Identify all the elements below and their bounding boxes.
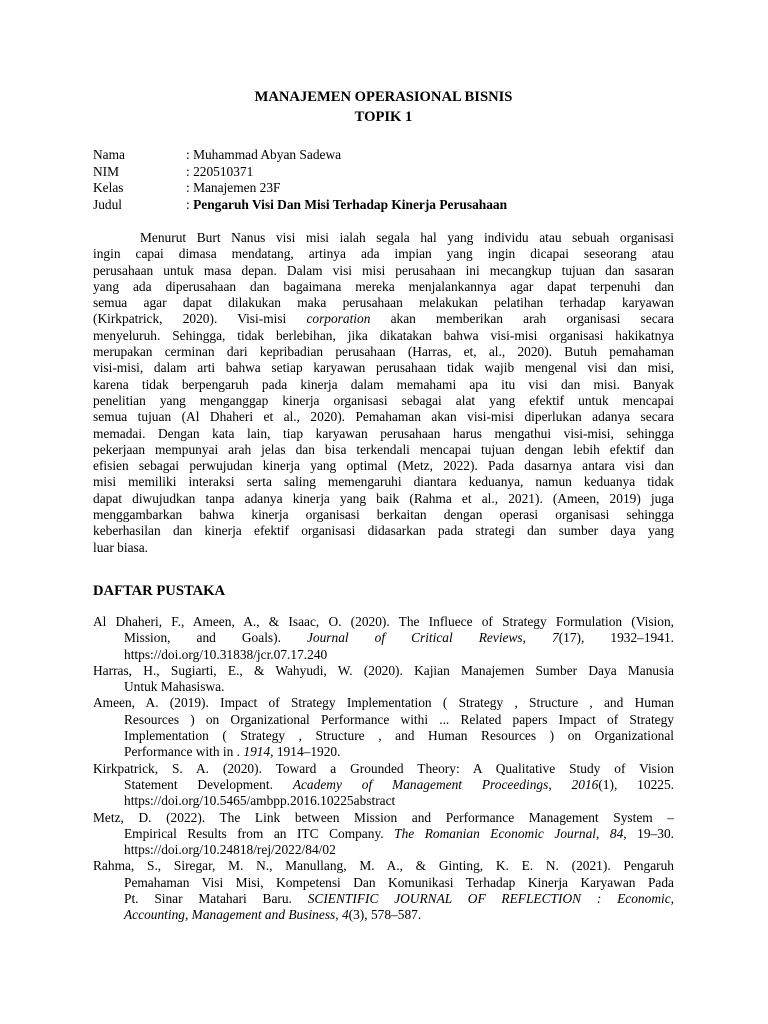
paragraph-line: (Kirkpatrick, 2020). Visi-misi corporation akan memberikan arah organisasi secara bbox=[93, 311, 675, 327]
reference-line: Untuk Mahasiswa. bbox=[124, 679, 225, 695]
paragraph-line: karena tidak berpengaruh pada kinerja dalam memahami apa itu visi dan misi. Banyak bbox=[93, 376, 674, 392]
paragraph-line: misi memiliki interaksi serta saling memengaruhi diantara keduanya, namun keduanya tidak bbox=[93, 474, 674, 490]
reference-line: Statement Development. Academy of Management Proceedings, 2016(1), 10225. bbox=[124, 776, 674, 792]
italic-text: SCIENTIFIC JOURNAL OF REFLECTION : Economic, bbox=[307, 891, 674, 907]
reference-line: Kirkpatrick, S. A. (2020). Toward a Grounded Theory: A Qualitative Study of Vision bbox=[93, 760, 674, 776]
document-title: MANAJEMEN OPERASIONAL BISNIS bbox=[254, 89, 513, 105]
italic-text: corporation bbox=[306, 311, 371, 327]
italic-text: Academy of Management Proceedings bbox=[292, 776, 549, 792]
reference-line: Al Dhaheri, F., Ameen, A., & Isaac, O. (2020). The Influece of Strategy Formulation (Vision, bbox=[93, 614, 674, 629]
info-colon: : bbox=[186, 196, 194, 212]
paragraph-line: merupakan cerminan dari kepribadian perusahaan (Harras, et, al., 2020). Butuh pemahaman bbox=[93, 344, 674, 360]
paragraph-line: keberhasilan dan kinerja efektif organisasi didasarkan pada strategi dan sumber daya yang bbox=[93, 523, 674, 539]
document-subtitle: TOPIK 1 bbox=[354, 109, 413, 125]
italic-text: 7 bbox=[552, 630, 559, 646]
paragraph-line: dapat diwujudkan tanpa adanya kinerja yang baik (Rahma et al., 2021). (Ameen, 2019) juga bbox=[93, 490, 674, 506]
reference-entry bbox=[93, 614, 674, 663]
italic-text: 1914 bbox=[243, 744, 271, 760]
reference-line: Pt. Sinar Matahari Baru. SCIENTIFIC JOURNAL OF REFLECTION : Economic, bbox=[124, 891, 674, 907]
reference-line: Rahma, S., Siregar, M. N., Manullang, M. A., & Ginting, K. E. N. (2021). Pengaruh bbox=[93, 858, 674, 874]
reference-entry bbox=[93, 761, 674, 810]
info-value: : Muhammad Abyan Sadewa bbox=[186, 147, 342, 162]
paragraph-line: luar biasa. bbox=[93, 539, 149, 555]
reference-entry bbox=[93, 695, 674, 760]
paragraph-line: perusahaan untuk masa depan. Dalam visi misi perusahaan ini mecangkup tujuan dan sasaran bbox=[93, 262, 674, 278]
paragraph-line: menggambarkan bahwa kinerja organisasi berkaitan dengan operasi organisasi sehingga bbox=[93, 507, 674, 523]
reference-line: Performance with in . 1914, 1914–1920. bbox=[124, 744, 341, 760]
info-label: Nama bbox=[93, 147, 125, 162]
italic-text: 84 bbox=[609, 825, 624, 841]
paragraph-line: semua tujuan (Al Dhaheri et al., 2020). Pemahaman akan visi-misi diperlukan adanya secara bbox=[93, 409, 674, 425]
paragraph-line: ingin capai dimasa mendatang, artinya ada impian yang ingin dicapai seseorang atau bbox=[93, 246, 674, 262]
reference-entry bbox=[93, 858, 674, 923]
info-label: Kelas bbox=[93, 180, 124, 195]
info-label: NIM bbox=[93, 163, 120, 179]
italic-text: The Romanian Economic Journal bbox=[394, 825, 597, 841]
reference-line: Resources ) on Organizational Performance withi ... Related papers Impact of Strategy bbox=[124, 711, 674, 727]
paper-title: Pengaruh Visi Dan Misi Terhadap Kinerja Perusahaan bbox=[193, 196, 508, 212]
reference-line: https://doi.org/10.5465/ambpp.2016.10225abstract bbox=[124, 793, 396, 809]
reference-entry bbox=[93, 810, 674, 859]
info-value: : 220510371 bbox=[186, 163, 254, 179]
reference-line: Harras, H., Sugiarti, E., & Wahyudi, W. (2020). Kajian Manajemen Sumber Daya Manusia bbox=[93, 662, 674, 678]
paragraph-line: yang ada diperusahaan dan bagaimana mereka menjalankannya agar dapat terpenuhi dan bbox=[93, 278, 674, 294]
reference-line: Mission, and Goals). Journal of Critical Reviews, 7(17), 1932–1941. bbox=[124, 630, 674, 646]
paragraph-line: Menurut Burt Nanus visi misi ialah segala hal yang individu atau sebuah organisasi bbox=[140, 230, 674, 245]
reference-line: Empirical Results from an ITC Company. The Romanian Economic Journal, 84, 19–30. bbox=[124, 825, 674, 841]
reference-line: Pemahaman Visi Misi, Kompetensi Dan Komunikasi Terhadap Kinerja Karyawan Pada bbox=[124, 874, 674, 890]
info-label: Judul bbox=[93, 196, 123, 212]
italic-text: Journal of Critical Reviews bbox=[306, 630, 523, 646]
reference-entry bbox=[93, 663, 674, 696]
reference-line: Ameen, A. (2019). Impact of Strategy Implementation ( Strategy , Structure , and Human bbox=[93, 695, 674, 711]
paragraph-line: visi-misi, dalam arti bahwa setiap karyawan perusahaan tidak wajib mengenal visi dan misi, bbox=[93, 360, 674, 376]
reference-line: https://doi.org/10.31838/jcr.07.17.240 bbox=[124, 646, 328, 662]
info-value bbox=[186, 197, 507, 214]
italic-text: 2016 bbox=[571, 776, 599, 792]
paragraph-line: pekerjaan mempunyai arah jelas dan bisa terkendali mencapai tujuan dengan lebih efektif dan bbox=[93, 441, 674, 457]
references-heading: DAFTAR PUSTAKA bbox=[93, 583, 226, 599]
reference-line: Accounting, Management and Business, 4(3), 578–587. bbox=[124, 907, 422, 923]
reference-line: Metz, D. (2022). The Link between Mission and Performance Management System – bbox=[93, 809, 674, 825]
reference-line: https://doi.org/10.24818/rej/2022/84/02 bbox=[124, 842, 336, 858]
paragraph-line: efisien sebagai perwujudan kinerja yang optimal (Metz, 2022). Pada dasarnya antara visi dan bbox=[93, 458, 674, 474]
body-paragraph bbox=[93, 230, 674, 556]
italic-text: 4 bbox=[341, 907, 349, 923]
paragraph-line: semua agar dapat dilakukan maka perusahaan melakukan pelatihan terhadap karyawan bbox=[93, 295, 674, 311]
info-value: : Manajemen 23F bbox=[186, 180, 281, 195]
paragraph-line: memadai. Dengan kata lain, tiap karyawan perusahaan harus mengathui visi-misi, sehingga bbox=[93, 425, 674, 441]
italic-text: Accounting, Management and Business bbox=[124, 907, 336, 923]
reference-line: Implementation ( Strategy , Structure , and Human Resources ) on Organizational bbox=[124, 728, 674, 744]
reference-list bbox=[93, 614, 674, 924]
paragraph-line: penelitian yang menganggap kinerja organisasi sebagai alat yang efektif untuk mencapai bbox=[93, 392, 674, 408]
paragraph-line: menyeluruh. Sehingga, tidak berlebihan, jika dikatakan bahwa visi-misi organisasi hakikatnya bbox=[93, 327, 674, 343]
